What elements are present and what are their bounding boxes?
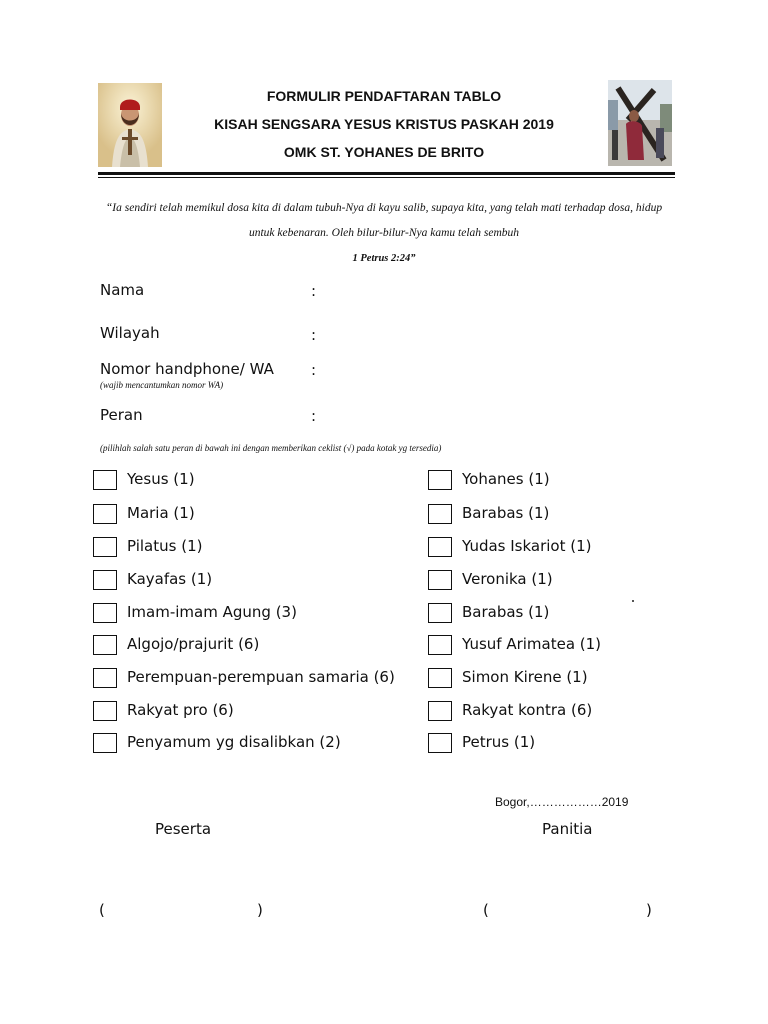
role-checkbox[interactable]	[428, 504, 452, 524]
role-label: Maria (1)	[127, 504, 195, 522]
role-label: Rakyat pro (6)	[127, 701, 234, 719]
role-checkbox[interactable]	[428, 470, 452, 490]
peserta-signature-close: )	[257, 901, 263, 919]
role-checkbox[interactable]	[428, 668, 452, 688]
role-checkbox[interactable]	[428, 635, 452, 655]
role-checkbox[interactable]	[93, 635, 117, 655]
peran-label: Peran	[100, 406, 143, 424]
role-label: Yohanes (1)	[462, 470, 550, 488]
place-date: Bogor,………………2019	[495, 795, 629, 809]
role-label: Simon Kirene (1)	[462, 668, 588, 686]
panitia-signature-open: (	[483, 901, 489, 919]
header-rule-thick	[98, 172, 675, 175]
role-checkbox[interactable]	[93, 733, 117, 753]
role-label: Penyamum yg disalibkan (2)	[127, 733, 341, 751]
role-label: Barabas (1)	[462, 603, 550, 621]
event-title: KISAH SENGSARA YESUS KRISTUS PASKAH 2019	[214, 116, 554, 132]
peserta-label: Peserta	[155, 820, 212, 838]
panitia-signature-close: )	[646, 901, 652, 919]
verse-line-1: “Ia sendiri telah memikul dosa kita di dalam tubuh-Nya di kayu salib, supaya kita, yang telah mati terhadap dosa, hidup	[105, 202, 663, 214]
role-checkbox[interactable]	[93, 570, 117, 590]
panitia-label: Panitia	[542, 820, 593, 838]
role-label: Perempuan-perempuan samaria (6)	[127, 668, 395, 686]
role-checkbox[interactable]	[428, 603, 452, 623]
form-title: FORMULIR PENDAFTARAN TABLO	[266, 88, 502, 104]
role-label: Yusuf Arimatea (1)	[462, 635, 602, 653]
wilayah-label: Wilayah	[100, 324, 160, 342]
role-checkbox[interactable]	[93, 504, 117, 524]
nomor-colon: :	[311, 361, 317, 379]
role-checkbox[interactable]	[428, 701, 452, 721]
stray-dot	[632, 600, 634, 602]
role-label: Yesus (1)	[127, 470, 195, 488]
role-label: Imam-imam Agung (3)	[127, 603, 297, 621]
nomor-label: Nomor handphone/ WA	[100, 360, 274, 378]
role-checkbox[interactable]	[93, 701, 117, 721]
role-label: Petrus (1)	[462, 733, 536, 751]
role-label: Algojo/prajurit (6)	[127, 635, 260, 653]
role-label: Rakyat kontra (6)	[462, 701, 593, 719]
role-checkbox[interactable]	[428, 570, 452, 590]
verse-line-2: untuk kebenaran. Oleh bilur-bilur-Nya kamu telah sembuh	[248, 227, 520, 239]
role-checkbox[interactable]	[93, 537, 117, 557]
role-checkbox[interactable]	[428, 537, 452, 557]
role-label: Yudas Iskariot (1)	[462, 537, 592, 555]
nomor-note: (wajib mencantumkan nomor WA)	[100, 380, 224, 390]
nama-label: Nama	[100, 281, 145, 299]
wilayah-colon: :	[311, 326, 317, 344]
role-checkbox[interactable]	[93, 470, 117, 490]
peran-note: (pilihlah salah satu peran di bawah ini dengan memberikan ceklist (√) pada kotak yg tersedia)	[100, 443, 442, 453]
role-label: Pilatus (1)	[127, 537, 203, 555]
role-checkbox[interactable]	[428, 733, 452, 753]
role-checkbox[interactable]	[93, 603, 117, 623]
role-checkbox[interactable]	[93, 668, 117, 688]
verse-reference: 1 Petrus 2:24”	[352, 253, 416, 264]
peserta-signature-open: (	[99, 901, 105, 919]
organization-title: OMK ST. YOHANES DE BRITO	[283, 144, 485, 160]
peran-colon: :	[311, 407, 317, 425]
header-rule-thin	[98, 177, 675, 178]
role-label: Veronika (1)	[462, 570, 553, 588]
role-label: Barabas (1)	[462, 504, 550, 522]
role-label: Kayafas (1)	[127, 570, 213, 588]
nama-colon: :	[311, 282, 317, 300]
